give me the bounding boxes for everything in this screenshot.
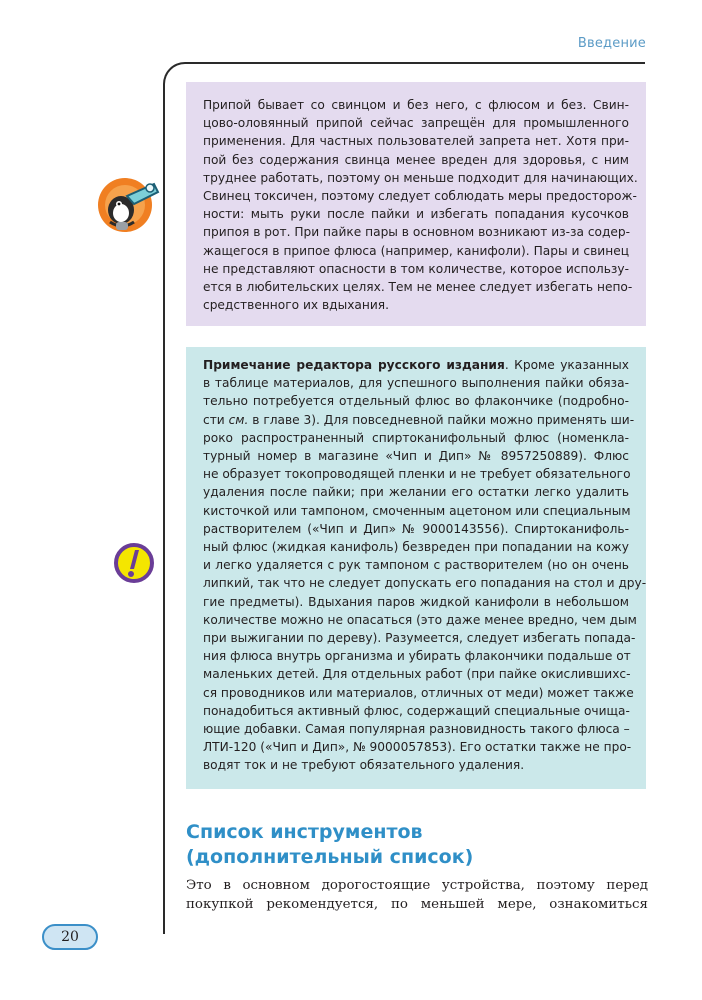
purple-box-line: пой без содержания свинца менее вреден для здоровья, с ним bbox=[203, 152, 629, 167]
section-body bbox=[186, 876, 648, 914]
purple-box-line: средственного их вдыхания. bbox=[203, 298, 389, 313]
purple-box-line: Свинец токсичен, поэтому следует соблюдать меры предосторож- bbox=[203, 189, 637, 204]
section-heading-line: (дополнительный список) bbox=[186, 846, 474, 868]
solder-info-box bbox=[186, 82, 646, 326]
note-title: Примечание редактора русского издания bbox=[203, 358, 505, 372]
page-number: 20 bbox=[42, 924, 98, 950]
purple-box-line: не представляют опасности в том количестве, которое использу- bbox=[203, 261, 629, 276]
note-line: ный флюс (жидкая канифоль) безвреден при попадании на кожу bbox=[203, 540, 629, 555]
note-crossref-line bbox=[203, 411, 635, 429]
note-line: не образует токопроводящей пленки и не требует обязательного bbox=[203, 467, 631, 482]
page-frame-top bbox=[185, 62, 645, 64]
section-heading-line: Список инструментов bbox=[186, 821, 423, 843]
purple-box-line: применения. Для частных пользователей запрета нет. Хотя при- bbox=[203, 134, 629, 149]
purple-box-line: цово-оловянный припой сейчас запрещён для промышленного bbox=[203, 116, 629, 131]
editor-note-box bbox=[186, 347, 646, 789]
crossref-prefix: сти bbox=[203, 412, 229, 427]
note-line: водят ток и не требуют обязательного удаления. bbox=[203, 758, 525, 773]
exclamation-warning-icon bbox=[114, 542, 154, 584]
note-line: турный номер в магазине «Чип и Дип» № 8957250889). Флюс bbox=[203, 449, 629, 464]
body-line: Это в основном дорогостоящие устройства, поэтому перед bbox=[186, 878, 648, 893]
note-line: роко распространенный спиртоканифольный флюс (номенкла- bbox=[203, 430, 629, 445]
purple-box-line: ется в любительских целях. Тем не менее следует избегать непо- bbox=[203, 280, 633, 295]
note-first-line bbox=[203, 356, 629, 374]
note-first-line-rest: . Кроме указанных bbox=[504, 358, 629, 372]
crossref-suffix: в главе 3). Для повседневной пайки можно применять ши- bbox=[248, 412, 635, 427]
note-line: липкий, так что не следует допускать его попадания на стол и дру- bbox=[203, 576, 647, 591]
note-line: понадобиться активный флюс, содержащий специальные очища- bbox=[203, 703, 630, 718]
purple-box-line: труднее работать, поэтому он меньше подходит для начинающих. bbox=[203, 170, 638, 185]
note-line: удаления после пайки; при желании его остатки легко удалить bbox=[203, 485, 629, 500]
mascot-with-goggles-icon bbox=[94, 172, 160, 234]
crossref-italic: см. bbox=[228, 412, 249, 427]
note-line: кисточкой или тампоном, смоченным ацетоном или специальным bbox=[203, 503, 631, 518]
note-line: растворителем («Чип и Дип» № 9000143556). Спиртоканифоль- bbox=[203, 521, 629, 536]
note-line: в таблице материалов, для успешного выполнения пайки обяза- bbox=[203, 376, 629, 391]
note-line: ния флюса внутрь организма и убирать флакончики подальше от bbox=[203, 649, 631, 664]
note-line: ЛТИ-120 («Чип и Дип», № 9000057853). Его остатки также не про- bbox=[203, 740, 632, 755]
note-line: количестве можно не опасаться (это даже менее вредно, чем дым bbox=[203, 612, 637, 627]
running-head: Введение bbox=[577, 36, 646, 51]
note-line: при выжигании по дереву). Разумеется, следует избегать попада- bbox=[203, 631, 636, 646]
note-line: и легко удаляется с рук тампоном с растворителем (но он очень bbox=[203, 558, 629, 573]
body-line: покупкой рекомендуется, по меньшей мере, ознакомиться bbox=[186, 897, 648, 912]
note-line: тельно потребуется отдельный флюс во флакончике (подробно- bbox=[203, 394, 629, 409]
purple-box-line: Припой бывает со свинцом и без него, с флюсом и без. Свин- bbox=[203, 98, 629, 112]
note-line: ющие добавки. Самая популярная разновидность такого флюса – bbox=[203, 722, 630, 737]
purple-box-line: жащегося в припое флюса (например, канифоли). Пары и свинец bbox=[203, 243, 629, 258]
purple-box-line: припоя в рот. При пайке пары в основном возникают из-за содер- bbox=[203, 225, 631, 240]
section-heading bbox=[186, 820, 656, 870]
note-line: гие предметы). Вдыхания паров жидкой канифоли в небольшом bbox=[203, 594, 629, 609]
note-line: маленьких детей. Для отдельных работ (при пайке окислившихс- bbox=[203, 667, 631, 682]
purple-box-line: ности: мыть руки после пайки и избегать попадания кусочков bbox=[203, 207, 629, 222]
note-line: ся проводников или материалов, отличных от меди) может также bbox=[203, 685, 634, 700]
